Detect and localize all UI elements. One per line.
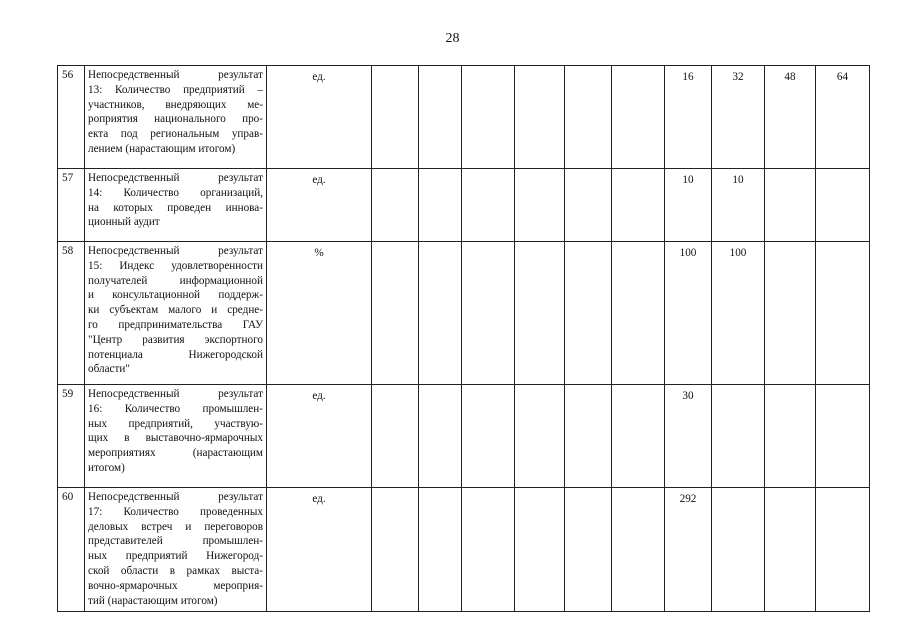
result-description xyxy=(85,385,267,488)
description-line: Непосредственный результат xyxy=(88,69,263,81)
row-number: 60 xyxy=(58,488,85,612)
unit-cell: ед. xyxy=(267,169,372,242)
value-cell xyxy=(765,488,816,612)
empty-cell xyxy=(419,169,462,242)
empty-cell xyxy=(612,385,665,488)
empty-cell xyxy=(515,488,565,612)
description-line: го предпринимательства ГАУ xyxy=(88,318,263,331)
value-cell: 292 xyxy=(665,488,712,612)
empty-cell xyxy=(462,242,515,385)
row-number: 58 xyxy=(58,242,85,385)
empty-cell xyxy=(612,488,665,612)
description-line: 17: Количество проведенных xyxy=(88,505,263,518)
description-line: на которых проведен иннова- xyxy=(88,201,263,214)
empty-cell xyxy=(462,169,515,242)
value-cell: 100 xyxy=(665,242,712,385)
description-line: 14: Количество организаций, xyxy=(88,186,263,199)
description-line: области" xyxy=(88,363,130,376)
table-row xyxy=(58,242,870,385)
results-table xyxy=(57,65,870,612)
description-line: 15: Индекс удовлетворенности xyxy=(88,259,263,272)
empty-cell xyxy=(419,385,462,488)
value-cell: 100 xyxy=(712,242,765,385)
table-row xyxy=(58,385,870,488)
description-line: итогом) xyxy=(88,461,125,474)
unit-cell: ед. xyxy=(267,66,372,169)
description-line: представителей промышлен- xyxy=(88,535,263,548)
description-line: Непосредственный результат xyxy=(88,245,263,257)
empty-cell xyxy=(565,385,612,488)
result-description xyxy=(85,66,267,169)
description-line: екта под региональным управ- xyxy=(88,128,263,141)
page-number: 28 xyxy=(445,31,460,46)
table-body xyxy=(58,66,870,612)
value-cell: 16 xyxy=(665,66,712,169)
value-cell xyxy=(765,242,816,385)
value-cell xyxy=(765,385,816,488)
description-line: и консультационной поддерж- xyxy=(88,289,263,302)
empty-cell xyxy=(515,169,565,242)
value-cell: 48 xyxy=(765,66,816,169)
description-line: ской области в рамках выста- xyxy=(88,564,263,577)
description-line: Непосредственный результат xyxy=(88,388,263,400)
empty-cell xyxy=(565,488,612,612)
empty-cell xyxy=(462,385,515,488)
table-row xyxy=(58,169,870,242)
empty-cell xyxy=(565,242,612,385)
empty-cell xyxy=(515,66,565,169)
description-line: 16: Количество промышлен- xyxy=(88,402,263,415)
value-cell: 10 xyxy=(665,169,712,242)
empty-cell xyxy=(612,169,665,242)
description-line: щих в выставочно-ярмарочных xyxy=(88,432,263,445)
description-line: Непосредственный результат xyxy=(88,172,263,184)
empty-cell xyxy=(372,169,419,242)
unit-cell: % xyxy=(267,242,372,385)
description-line: "Центр развития экспортного xyxy=(88,333,263,346)
value-cell: 30 xyxy=(665,385,712,488)
empty-cell xyxy=(565,169,612,242)
value-cell xyxy=(712,488,765,612)
unit-cell: ед. xyxy=(267,385,372,488)
value-cell xyxy=(816,385,870,488)
description-line: 13: Количество предприятий – xyxy=(88,83,263,96)
description-line: ционный аудит xyxy=(88,216,160,229)
value-cell xyxy=(816,169,870,242)
empty-cell xyxy=(462,488,515,612)
empty-cell xyxy=(612,242,665,385)
value-cell: 64 xyxy=(816,66,870,169)
description-line: получателей информационной xyxy=(88,274,263,287)
value-cell xyxy=(765,169,816,242)
empty-cell xyxy=(372,385,419,488)
empty-cell xyxy=(419,242,462,385)
empty-cell xyxy=(372,242,419,385)
result-description xyxy=(85,169,267,242)
result-description xyxy=(85,488,267,612)
empty-cell xyxy=(515,242,565,385)
empty-cell xyxy=(565,66,612,169)
value-cell: 10 xyxy=(712,169,765,242)
description-line: тий (нарастающим итогом) xyxy=(88,594,218,607)
value-cell xyxy=(712,385,765,488)
empty-cell xyxy=(372,488,419,612)
table-row xyxy=(58,66,870,169)
table-row xyxy=(58,488,870,612)
value-cell: 32 xyxy=(712,66,765,169)
description-line: участников, внедряющих ме- xyxy=(88,98,263,111)
description-line: ных предприятий, участвую- xyxy=(88,417,263,430)
description-line: Непосредственный результат xyxy=(88,491,263,503)
empty-cell xyxy=(372,66,419,169)
description-line: ных предприятий Нижегород- xyxy=(88,550,263,563)
empty-cell xyxy=(462,66,515,169)
empty-cell xyxy=(419,488,462,612)
value-cell xyxy=(816,488,870,612)
description-line: роприятия национального про- xyxy=(88,113,263,126)
empty-cell xyxy=(612,66,665,169)
description-line: потенциала Нижегородской xyxy=(88,348,263,361)
row-number: 59 xyxy=(58,385,85,488)
result-description xyxy=(85,242,267,385)
unit-cell: ед. xyxy=(267,488,372,612)
description-line: лением (нарастающим итогом) xyxy=(88,142,236,155)
description-line: деловых встреч и переговоров xyxy=(88,520,263,533)
value-cell xyxy=(816,242,870,385)
description-line: вочно-ярмарочных мероприя- xyxy=(88,579,263,592)
empty-cell xyxy=(515,385,565,488)
row-number: 56 xyxy=(58,66,85,169)
description-line: мероприятиях (нарастающим xyxy=(88,447,263,460)
description-line: ки субъектам малого и средне- xyxy=(88,304,263,317)
row-number: 57 xyxy=(58,169,85,242)
empty-cell xyxy=(419,66,462,169)
